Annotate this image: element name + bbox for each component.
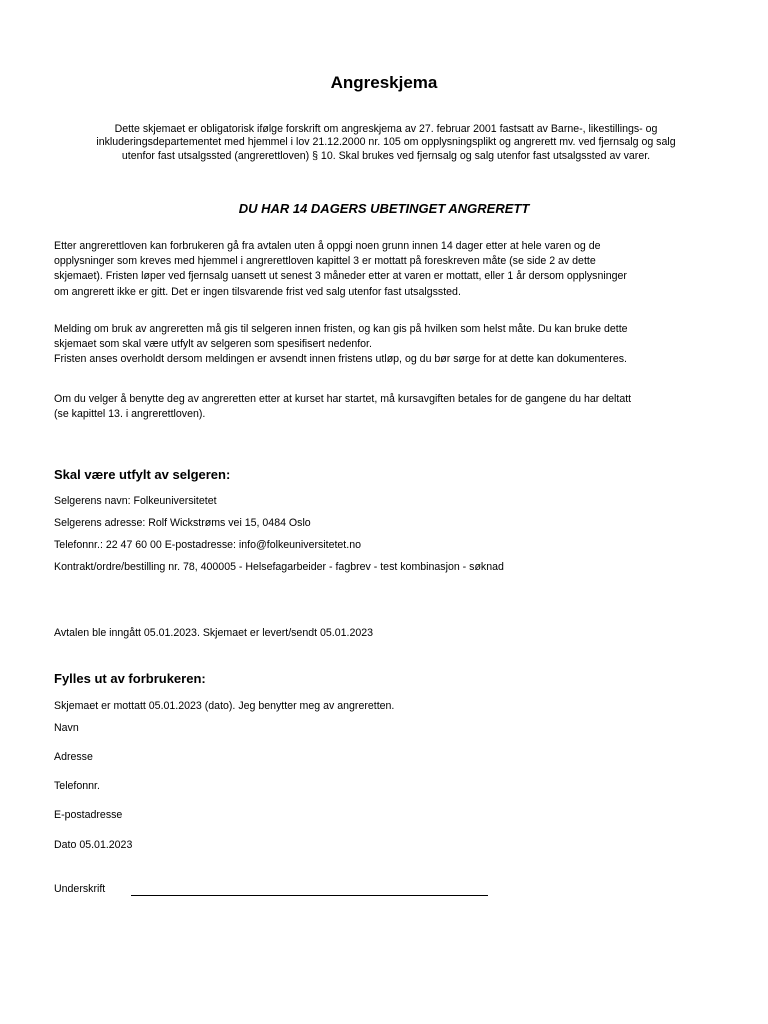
seller-section-heading: Skal være utfylt av selgeren:	[54, 467, 231, 482]
subtitle: DU HAR 14 DAGERS UBETINGET ANGRERETT	[238, 201, 530, 216]
agreement-date: Avtalen ble inngått 05.01.2023. Skjemaet er levert/sendt 05.01.2023	[54, 627, 374, 639]
paragraph-notification	[54, 322, 634, 368]
consumer-email-label: E-postadresse	[54, 809, 123, 821]
consumer-phone-label: Telefonnr.	[54, 780, 100, 792]
seller-name: Selgerens navn: Folkeuniversitetet	[54, 495, 217, 507]
consumer-name-label: Navn	[54, 722, 79, 734]
paragraph-text: Melding om bruk av angreretten må gis til selgeren innen fristen, og kan gis på hvilken som helst måte. Du kan bruke dette skjemaet som skal være utfylt av selgeren som spesifisert nedenfor.	[54, 323, 628, 351]
seller-address: Selgerens adresse: Rolf Wickstrøms vei 15, 0484 Oslo	[54, 517, 311, 529]
intro-text: Dette skjemaet er obligatorisk ifølge forskrift om angreskjema av 27. februar 2001 fastsatt av Barne-, likestillings- og inkluderingsdepartementet med hjemmel i lov 21.12.2000 nr. 105 om opplysningsplikt og angrerett mv. ved fjernsalg og salg utenfor fast utsalgssted (angrerettloven) § 10. Skal brukes ved fjernsalg og salg utenfor fast utsalgssted av varer.	[96, 123, 676, 162]
page-title: Angreskjema	[330, 73, 438, 92]
seller-contact: Telefonnr.: 22 47 60 00 E-postadresse: info@folkeuniversitetet.no	[54, 539, 361, 551]
paragraph-text: Fristen anses overholdt dersom meldingen er avsendt innen fristens utløp, og du bør sørge for at dette kan dokumenteres.	[54, 353, 627, 366]
consumer-date: Dato 05.01.2023	[54, 839, 133, 851]
paragraph-text: Om du velger å benytte deg av angreretten etter at kurset har startet, må kursavgiften betales for de gangene du har deltatt (se kapittel 13. i angrerettloven).	[54, 393, 632, 421]
paragraph-cancellation-period	[54, 239, 634, 300]
signature-label: Underskrift	[54, 883, 106, 895]
form-received-statement: Skjemaet er mottatt 05.01.2023 (dato). Jeg benytter meg av angreretten.	[54, 700, 395, 712]
consumer-address-label: Adresse	[54, 751, 93, 763]
consumer-section-heading: Fylles ut av forbrukeren:	[54, 671, 206, 686]
paragraph-course-fee	[54, 392, 634, 422]
seller-contract: Kontrakt/ordre/bestilling nr. 78, 400005 - Helsefagarbeider - fagbrev - test kombinasjon - søknad	[54, 561, 504, 573]
signature-line	[131, 895, 488, 896]
paragraph-text: Etter angrerettloven kan forbrukeren gå fra avtalen uten å oppgi noen grunn innen 14 dager etter at hele varen og de opplysninger som kreves med hjemmel i angrerettloven kapittel 3 er mottatt på foreskreven måte (se side 2 av dette skjemaet). Fristen løper ved fjernsalg uansett ut senest 3 måneder etter at varen er mottatt, eller 1 år dersom opplysninger om angrerett ikke er gitt. Det er ingen tilsvarende frist ved salg utenfor fast utsalgssted.	[54, 240, 627, 298]
